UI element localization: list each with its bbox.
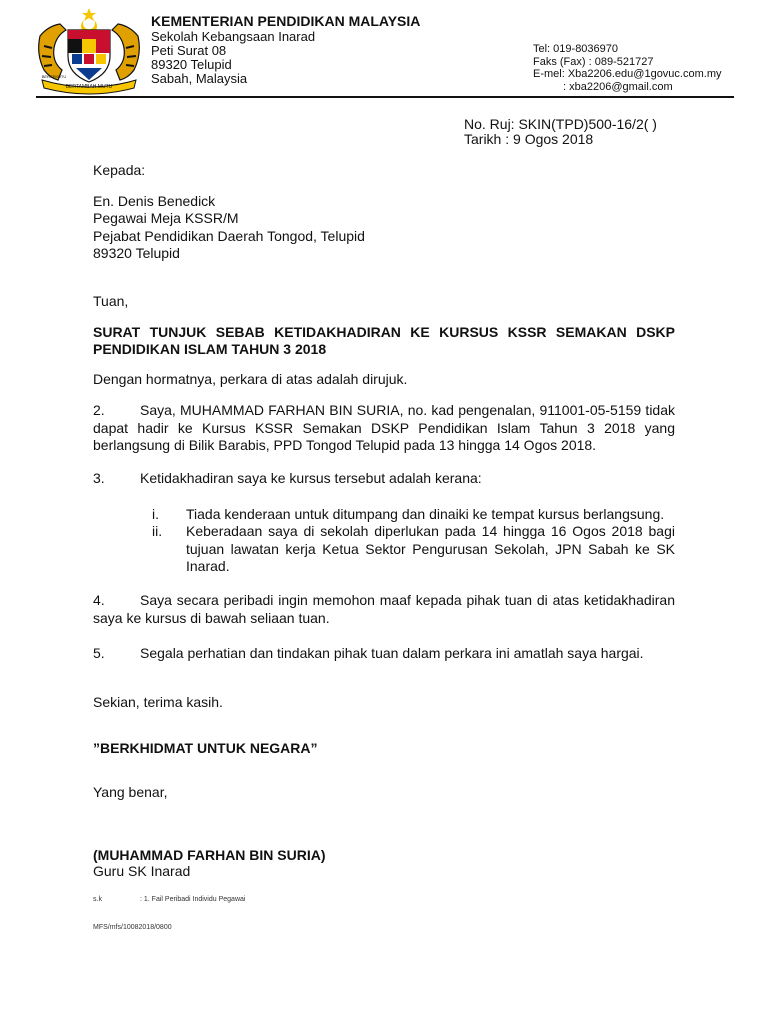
star-icon — [82, 8, 96, 21]
recipient-name: En. Denis Benedick — [93, 193, 216, 209]
paragraph-2-text: Saya, MUHAMMAD FARHAN BIN SURIA, no. kad pengenalan, 911001-05-5159 tidak dapat hadir ke Kursus KSSR Semakan DSKP Pendidikan Islam Tahun 3 2018 yang berlangsung di Bilik Barabis, PPD Tongod Telupid pada 13 hingga 14 Ogos 2018. — [93, 402, 675, 453]
po-box: Peti Surat 08 — [151, 43, 227, 58]
paragraph-5-number: 5. — [93, 645, 105, 661]
telephone: Tel: 019-8036970 — [533, 43, 619, 55]
kepada-label: Kepada: — [93, 162, 146, 178]
ministry-name: KEMENTERIAN PENDIDIKAN MALAYSIA — [151, 13, 421, 29]
signatory-position: Guru SK Inarad — [93, 863, 191, 879]
recipient-office: Pejabat Pendidikan Daerah Tongod, Telupid — [93, 228, 365, 244]
cc-text: : 1. Fail Peribadi Individu Pegawai — [140, 896, 246, 903]
paragraph-3-number: 3. — [93, 470, 105, 486]
paragraph-3 — [93, 470, 675, 487]
right-tiger-shape — [112, 24, 139, 80]
reference-code: MFS/mfs/10082018/0800 — [93, 924, 172, 931]
coat-of-arms-logo — [32, 6, 146, 96]
subject-line: SURAT TUNJUK SEBAB KETIDAKHADIRAN KE KURSUS KSSR SEMAKAN DSKP PENDIDIKAN ISLAM TAHUN 3 2018 — [93, 324, 675, 357]
email-primary: E-mel: Xba2206.edu@1govuc.com.my — [533, 68, 722, 80]
crest-motto-left-text: BERSEKUTU — [41, 74, 67, 79]
reason-number: i. — [152, 506, 159, 522]
recipient-postcode: 89320 Telupid — [93, 245, 180, 261]
email-secondary: : xba2206@gmail.com — [563, 81, 673, 93]
state-country: Sabah, Malaysia — [151, 71, 248, 86]
recipient-title: Pegawai Meja KSSR/M — [93, 210, 239, 226]
paragraph-2-number: 2. — [93, 402, 105, 418]
closing-yang-benar: Yang benar, — [93, 784, 168, 800]
school-name: Sekolah Kebangsaan Inarad — [151, 29, 316, 44]
paragraph-4-number: 4. — [93, 592, 105, 608]
reason-text: Keberadaan saya di sekolah diperlukan pada 14 hingga 16 Ogos 2018 bagi tujuan lawatan kerja Ketua Sektor Pengurusan Sekolah, JPN Sabah ke SK Inarad. — [186, 523, 675, 574]
cc-label: s.k — [93, 896, 102, 903]
crest-motto-text: BERTAMBAH MUTU — [65, 84, 113, 90]
paragraph-5 — [93, 645, 675, 662]
letter-date: Tarikh : 9 Ogos 2018 — [464, 131, 594, 147]
closing-motto: ”BERKHIDMAT UNTUK NEGARA” — [93, 740, 318, 756]
letterhead-divider — [36, 96, 734, 98]
reason-number: ii. — [152, 523, 163, 539]
paragraph-4-text: Saya secara peribadi ingin memohon maaf kepada pihak tuan di atas ketidakhadiran saya ke kursus di bawah seliaan tuan. — [93, 592, 675, 626]
postcode-city: 89320 Telupid — [151, 57, 232, 72]
salutation: Tuan, — [93, 293, 129, 309]
closing-thanks: Sekian, terima kasih. — [93, 694, 223, 710]
paragraph-5-text: Segala perhatian dan tindakan pihak tuan dalam perkara ini amatlah saya hargai. — [140, 645, 644, 661]
fax: Faks (Fax) : 089-521727 — [533, 56, 654, 68]
signatory-name: (MUHAMMAD FARHAN BIN SURIA) — [93, 847, 326, 863]
opening-line: Dengan hormatnya, perkara di atas adalah dirujuk. — [93, 371, 408, 387]
reason-text: Tiada kenderaan untuk ditumpang dan dinaiki ke tempat kursus berlangsung. — [186, 506, 665, 522]
paragraph-2 — [93, 402, 675, 455]
reference-number: No. Ruj: SKIN(TPD)500-16/2( ) — [464, 116, 657, 132]
left-tiger-shape — [39, 24, 66, 80]
paragraph-4 — [93, 592, 675, 627]
paragraph-3-text: Ketidakhadiran saya ke kursus tersebut adalah kerana: — [140, 470, 482, 486]
